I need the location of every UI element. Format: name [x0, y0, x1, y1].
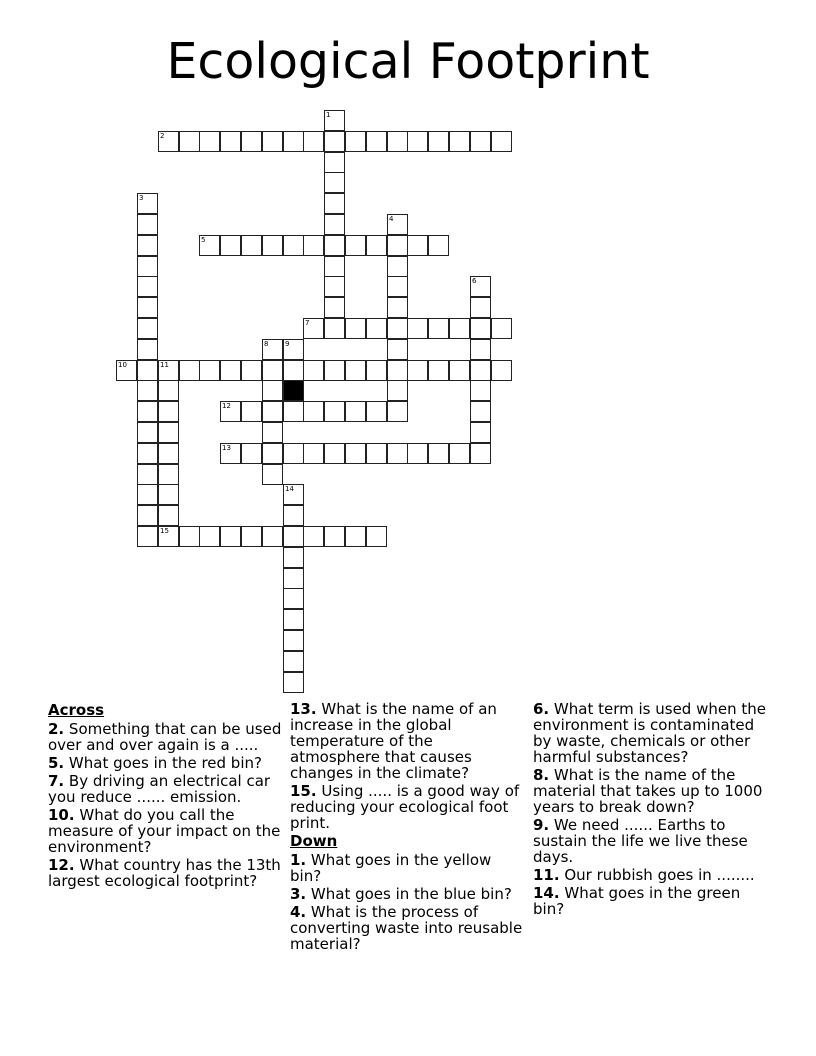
grid-cell[interactable] [241, 401, 262, 422]
puzzle-title: Ecological Footprint [166, 33, 650, 90]
grid-cell[interactable] [449, 443, 470, 464]
grid-cell[interactable] [283, 360, 304, 381]
grid-cell[interactable] [366, 401, 387, 422]
clue-number: 2 [160, 132, 165, 140]
grid-cell[interactable] [283, 526, 304, 547]
grid-cell[interactable] [158, 380, 179, 401]
grid-cell[interactable] [407, 360, 428, 381]
grid-cell[interactable] [324, 152, 345, 173]
grid-cell[interactable] [220, 360, 241, 381]
grid-cell[interactable] [491, 360, 512, 381]
grid-cell[interactable] [116, 360, 137, 381]
grid-cell[interactable] [324, 360, 345, 381]
grid-cell[interactable] [220, 401, 241, 422]
clue-down-11: 11. Our rubbish goes in ........ [533, 866, 755, 884]
grid-cell[interactable] [158, 505, 179, 526]
grid-cell[interactable] [137, 214, 158, 235]
grid-cell[interactable] [283, 131, 304, 152]
grid-cell[interactable] [137, 235, 158, 256]
clue-down-4: 4. What is the process of converting waste into reusable material? [290, 903, 523, 953]
grid-cell[interactable] [303, 131, 324, 152]
grid-cell[interactable] [428, 360, 449, 381]
grid-cell[interactable] [428, 131, 449, 152]
clue-number: 6 [472, 277, 477, 285]
grid-cell[interactable] [137, 464, 158, 485]
clue-number: 14 [285, 485, 294, 493]
grid-cell[interactable] [158, 422, 179, 443]
grid-cell[interactable] [470, 401, 491, 422]
grid-cell[interactable] [324, 276, 345, 297]
grid-cell[interactable] [387, 318, 408, 339]
clue-across-7: 7. By driving an electrical car you reduce ...... emission. [48, 772, 271, 806]
grid-cell[interactable] [137, 276, 158, 297]
clue-number: 11 [160, 361, 169, 369]
grid-cell[interactable] [158, 526, 179, 547]
clue-number: 12 [222, 402, 231, 410]
grid-cell[interactable] [366, 318, 387, 339]
grid-cell[interactable] [158, 484, 179, 505]
grid-cell[interactable] [387, 235, 408, 256]
grid-cell[interactable] [470, 380, 491, 401]
grid-cell[interactable] [262, 401, 283, 422]
grid-cell[interactable] [137, 297, 158, 318]
grid-cell[interactable] [283, 630, 304, 651]
grid-cell[interactable] [179, 131, 200, 152]
grid-cell[interactable] [428, 235, 449, 256]
clue-across-10: 10. What do you call the measure of your impact on the environment? [48, 806, 281, 856]
grid-cell[interactable] [449, 318, 470, 339]
grid-cell[interactable] [407, 443, 428, 464]
grid-cell[interactable] [387, 276, 408, 297]
grid-cell[interactable] [324, 297, 345, 318]
clue-down-1: 1. What goes in the yellow bin? [290, 851, 492, 885]
grid-cell[interactable] [220, 131, 241, 152]
grid-cell[interactable] [303, 401, 324, 422]
clue-number: 5 [201, 236, 206, 244]
grid-cell[interactable] [470, 422, 491, 443]
grid-cell[interactable] [283, 235, 304, 256]
grid-cell[interactable] [324, 214, 345, 235]
grid-cell[interactable] [449, 360, 470, 381]
grid-cell[interactable] [179, 360, 200, 381]
grid-cell[interactable] [303, 318, 324, 339]
grid-cell[interactable] [324, 401, 345, 422]
grid-cell[interactable] [158, 131, 179, 152]
grid-cell[interactable] [324, 110, 345, 131]
clue-across-2: 2. Something that can be used over and over again is a ..... [48, 720, 282, 754]
grid-cell[interactable] [241, 443, 262, 464]
clue-down-3: 3. What goes in the blue bin? [290, 885, 512, 903]
grid-cell[interactable] [241, 526, 262, 547]
grid-cell[interactable] [283, 651, 304, 672]
clue-number: 15 [160, 527, 169, 535]
grid-cell[interactable] [324, 131, 345, 152]
grid-cell[interactable] [220, 443, 241, 464]
grid-cell[interactable] [158, 360, 179, 381]
grid-cell[interactable] [470, 297, 491, 318]
grid-cell[interactable] [345, 526, 366, 547]
grid-cell[interactable] [407, 235, 428, 256]
grid-cell[interactable] [387, 360, 408, 381]
grid-cell[interactable] [345, 360, 366, 381]
grid-cell[interactable] [470, 276, 491, 297]
grid-cell[interactable] [137, 401, 158, 422]
grid-cell[interactable] [220, 235, 241, 256]
grid-cell[interactable] [345, 443, 366, 464]
grid-cell[interactable] [303, 360, 324, 381]
grid-cell[interactable] [428, 443, 449, 464]
clue-number: 4 [389, 215, 394, 223]
grid-cell[interactable] [491, 131, 512, 152]
grid-cell[interactable] [407, 318, 428, 339]
grid-cell[interactable] [220, 526, 241, 547]
clue-down-14: 14. What goes in the green bin? [533, 884, 741, 918]
grid-cell[interactable] [387, 214, 408, 235]
grid-cell[interactable] [345, 318, 366, 339]
clue-across-5: 5. What goes in the red bin? [48, 754, 262, 772]
grid-cell[interactable] [137, 505, 158, 526]
grid-cell[interactable] [199, 131, 220, 152]
grid-cell[interactable] [407, 131, 428, 152]
grid-cell[interactable] [470, 360, 491, 381]
grid-cell[interactable] [387, 339, 408, 360]
clue-across-13: 13. What is the name of an increase in the global temperature of the atmosphere that causes changes in the climate? [290, 700, 497, 782]
grid-cell[interactable] [262, 339, 283, 360]
clue-across-12: 12. What country has the 13th largest ecological footprint? [48, 856, 281, 890]
grid-cell[interactable] [366, 443, 387, 464]
grid-cell[interactable] [137, 484, 158, 505]
grid-cell[interactable] [199, 360, 220, 381]
clue-number: 13 [222, 444, 231, 452]
grid-cell[interactable] [387, 401, 408, 422]
grid-cell[interactable] [283, 339, 304, 360]
grid-cell[interactable] [449, 131, 470, 152]
grid-cell[interactable] [137, 443, 158, 464]
across-heading: Across [48, 701, 105, 719]
grid-cell[interactable] [262, 464, 283, 485]
grid-cell[interactable] [283, 484, 304, 505]
clue-down-9: 9. We need ...... Earths to sustain the life we live these days. [533, 816, 748, 866]
grid-cell[interactable] [387, 131, 408, 152]
clue-number: 10 [118, 361, 127, 369]
grid-cell[interactable] [241, 235, 262, 256]
grid-cell[interactable] [345, 401, 366, 422]
grid-cell[interactable] [262, 526, 283, 547]
clue-column-1 [48, 701, 282, 891]
clue-number: 3 [139, 194, 144, 202]
blocked-cell [283, 380, 304, 401]
grid-cell[interactable] [387, 380, 408, 401]
grid-cell[interactable] [199, 235, 220, 256]
grid-cell[interactable] [470, 443, 491, 464]
grid-cell[interactable] [262, 235, 283, 256]
grid-cell[interactable] [283, 443, 304, 464]
grid-cell[interactable] [179, 526, 200, 547]
grid-cell[interactable] [137, 526, 158, 547]
clue-number: 8 [264, 340, 269, 348]
grid-cell[interactable] [199, 526, 220, 547]
grid-cell[interactable] [283, 547, 304, 568]
grid-cell[interactable] [262, 360, 283, 381]
grid-cell[interactable] [324, 526, 345, 547]
clue-across-15: 15. Using ..... is a good way of reducing your ecological foot print. [290, 782, 520, 832]
grid-cell[interactable] [158, 464, 179, 485]
clue-column-2 [290, 701, 524, 954]
grid-cell[interactable] [137, 360, 158, 381]
grid-cell[interactable] [324, 235, 345, 256]
grid-cell[interactable] [283, 672, 304, 693]
grid-cell[interactable] [366, 131, 387, 152]
grid-cell[interactable] [345, 235, 366, 256]
grid-cell[interactable] [366, 235, 387, 256]
grid-cell[interactable] [137, 422, 158, 443]
grid-cell[interactable] [387, 443, 408, 464]
clue-down-8: 8. What is the name of the material that takes up to 1000 years to break down? [533, 766, 763, 816]
clue-down-6: 6. What term is used when the environment is contaminated by waste, chemicals or other harmful substances? [533, 700, 766, 766]
grid-cell[interactable] [262, 131, 283, 152]
grid-cell[interactable] [428, 318, 449, 339]
grid-cell[interactable] [387, 297, 408, 318]
clue-column-3 [533, 701, 767, 919]
grid-cell[interactable] [470, 339, 491, 360]
grid-cell[interactable] [303, 235, 324, 256]
grid-cell[interactable] [470, 131, 491, 152]
grid-cell[interactable] [283, 505, 304, 526]
grid-cell[interactable] [324, 172, 345, 193]
grid-cell[interactable] [324, 443, 345, 464]
clue-number: 7 [305, 319, 310, 327]
grid-cell[interactable] [241, 360, 262, 381]
grid-cell[interactable] [137, 256, 158, 277]
grid-cell[interactable] [387, 256, 408, 277]
grid-cell[interactable] [137, 193, 158, 214]
grid-cell[interactable] [470, 318, 491, 339]
grid-cell[interactable] [324, 318, 345, 339]
grid-cell[interactable] [241, 131, 262, 152]
grid-cell[interactable] [262, 422, 283, 443]
grid-cell[interactable] [491, 318, 512, 339]
grid-cell[interactable] [366, 360, 387, 381]
grid-cell[interactable] [324, 256, 345, 277]
grid-cell[interactable] [283, 588, 304, 609]
grid-cell[interactable] [366, 526, 387, 547]
grid-cell[interactable] [137, 339, 158, 360]
grid-cell[interactable] [262, 380, 283, 401]
down-heading: Down [290, 832, 338, 850]
grid-cell[interactable] [324, 193, 345, 214]
grid-cell[interactable] [137, 318, 158, 339]
grid-cell[interactable] [158, 401, 179, 422]
grid-cell[interactable] [345, 131, 366, 152]
grid-cell[interactable] [262, 443, 283, 464]
grid-cell[interactable] [158, 443, 179, 464]
grid-cell[interactable] [303, 526, 324, 547]
grid-cell[interactable] [137, 380, 158, 401]
grid-cell[interactable] [283, 609, 304, 630]
clue-number: 9 [285, 340, 290, 348]
grid-cell[interactable] [283, 401, 304, 422]
clue-number: 1 [326, 111, 331, 119]
grid-cell[interactable] [283, 568, 304, 589]
grid-cell[interactable] [303, 443, 324, 464]
